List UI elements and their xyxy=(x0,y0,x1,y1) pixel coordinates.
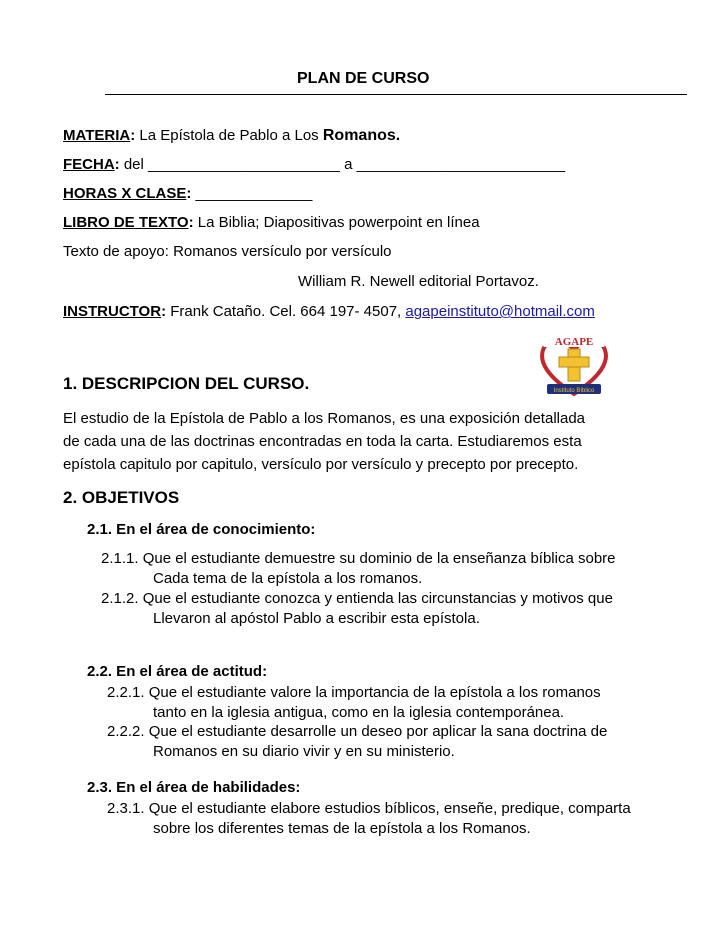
horas-value: ______________ xyxy=(191,185,313,202)
materia-value: La Epístola de Pablo a Los xyxy=(135,127,323,144)
item-2-1-2-cont: Llevaron al apóstol Pablo a escribir esta epístola. xyxy=(153,610,480,627)
materia-emph: Romanos. xyxy=(322,127,401,144)
title-underline-divider xyxy=(105,94,687,95)
apoyo-author: William R. Newell editorial Portavoz. xyxy=(298,273,539,290)
instructor-label: INSTRUCTOR xyxy=(63,303,162,320)
page-title: PLAN DE CURSO xyxy=(297,70,430,87)
subsection-2-1-heading: 2.1. En el área de conocimiento: xyxy=(87,521,316,538)
section1-heading: 1. DESCRIPCION DEL CURSO. xyxy=(63,374,310,393)
colon: : xyxy=(114,156,120,173)
logo-top-text: AGAPE xyxy=(554,336,594,348)
materia-line xyxy=(63,127,400,145)
libro-value: La Biblia; Diapositivas powerpoint en línea xyxy=(193,214,480,231)
agape-logo xyxy=(535,332,613,398)
item-2-2-1: 2.2.1. Que el estudiante valore la importancia de la epístola a los romanos xyxy=(107,684,601,701)
item-2-1-1: 2.1.1. Que el estudiante demuestre su dominio de la enseñanza bíblica sobre xyxy=(101,550,616,567)
item-2-3-1: 2.3.1. Que el estudiante elabore estudios bíblicos, enseñe, predique, comparta xyxy=(107,800,631,817)
instructor-value: Frank Cataño. Cel. 664 197- 4507, xyxy=(166,303,406,320)
item-2-1-2: 2.1.2. Que el estudiante conozca y entienda las circunstancias y motivos que xyxy=(101,590,613,607)
section2-heading: 2. OBJETIVOS xyxy=(63,488,180,507)
fecha-label: FECHA xyxy=(63,156,115,173)
logo-bottom-text: Instituto Bíblico xyxy=(553,388,595,394)
fecha-value: del _______________________ a _________________________ xyxy=(119,156,566,173)
libro-label: LIBRO DE TEXTO xyxy=(63,214,189,231)
item-2-1-1-cont: Cada tema de la epístola a los romanos. xyxy=(153,570,423,587)
colon: : xyxy=(161,303,167,320)
libro-line xyxy=(63,214,480,232)
item-2-3-1-cont: sobre los diferentes temas de la epístola a los Romanos. xyxy=(153,820,531,837)
item-2-2-2-cont: Romanos en su diario vivir y en su ministerio. xyxy=(153,743,455,760)
subsection-2-3-heading: 2.3. En el área de habilidades: xyxy=(87,779,301,796)
item-2-2-2: 2.2.2. Que el estudiante desarrolle un deseo por aplicar la sana doctrina de xyxy=(107,723,608,740)
instructor-email-link[interactable]: agapeinstituto@hotmail.com xyxy=(405,303,595,320)
horas-label: HORAS X CLASE xyxy=(63,185,187,202)
colon: : xyxy=(188,214,194,231)
section1-line-2: de cada una de las doctrinas encontradas en toda la carta. Estudiaremos esta xyxy=(63,433,582,450)
section1-line-1: El estudio de la Epístola de Pablo a los Romanos, es una exposición detallada xyxy=(63,410,586,427)
colon: : xyxy=(186,185,192,202)
subsection-2-2-heading: 2.2. En el área de actitud: xyxy=(87,663,268,680)
horas-line xyxy=(63,185,312,203)
apoyo-line: Texto de apoyo: Romanos versículo por versículo xyxy=(63,243,392,260)
colon: : xyxy=(130,127,136,144)
item-2-2-1-cont: tanto en la iglesia antigua, como en la iglesia contemporánea. xyxy=(153,704,565,721)
materia-label: MATERIA xyxy=(63,127,131,144)
section1-line-3: epístola capitulo por capitulo, versículo por versículo y precepto por precepto. xyxy=(63,456,579,473)
fecha-line xyxy=(63,156,565,174)
instructor-line xyxy=(63,303,595,321)
